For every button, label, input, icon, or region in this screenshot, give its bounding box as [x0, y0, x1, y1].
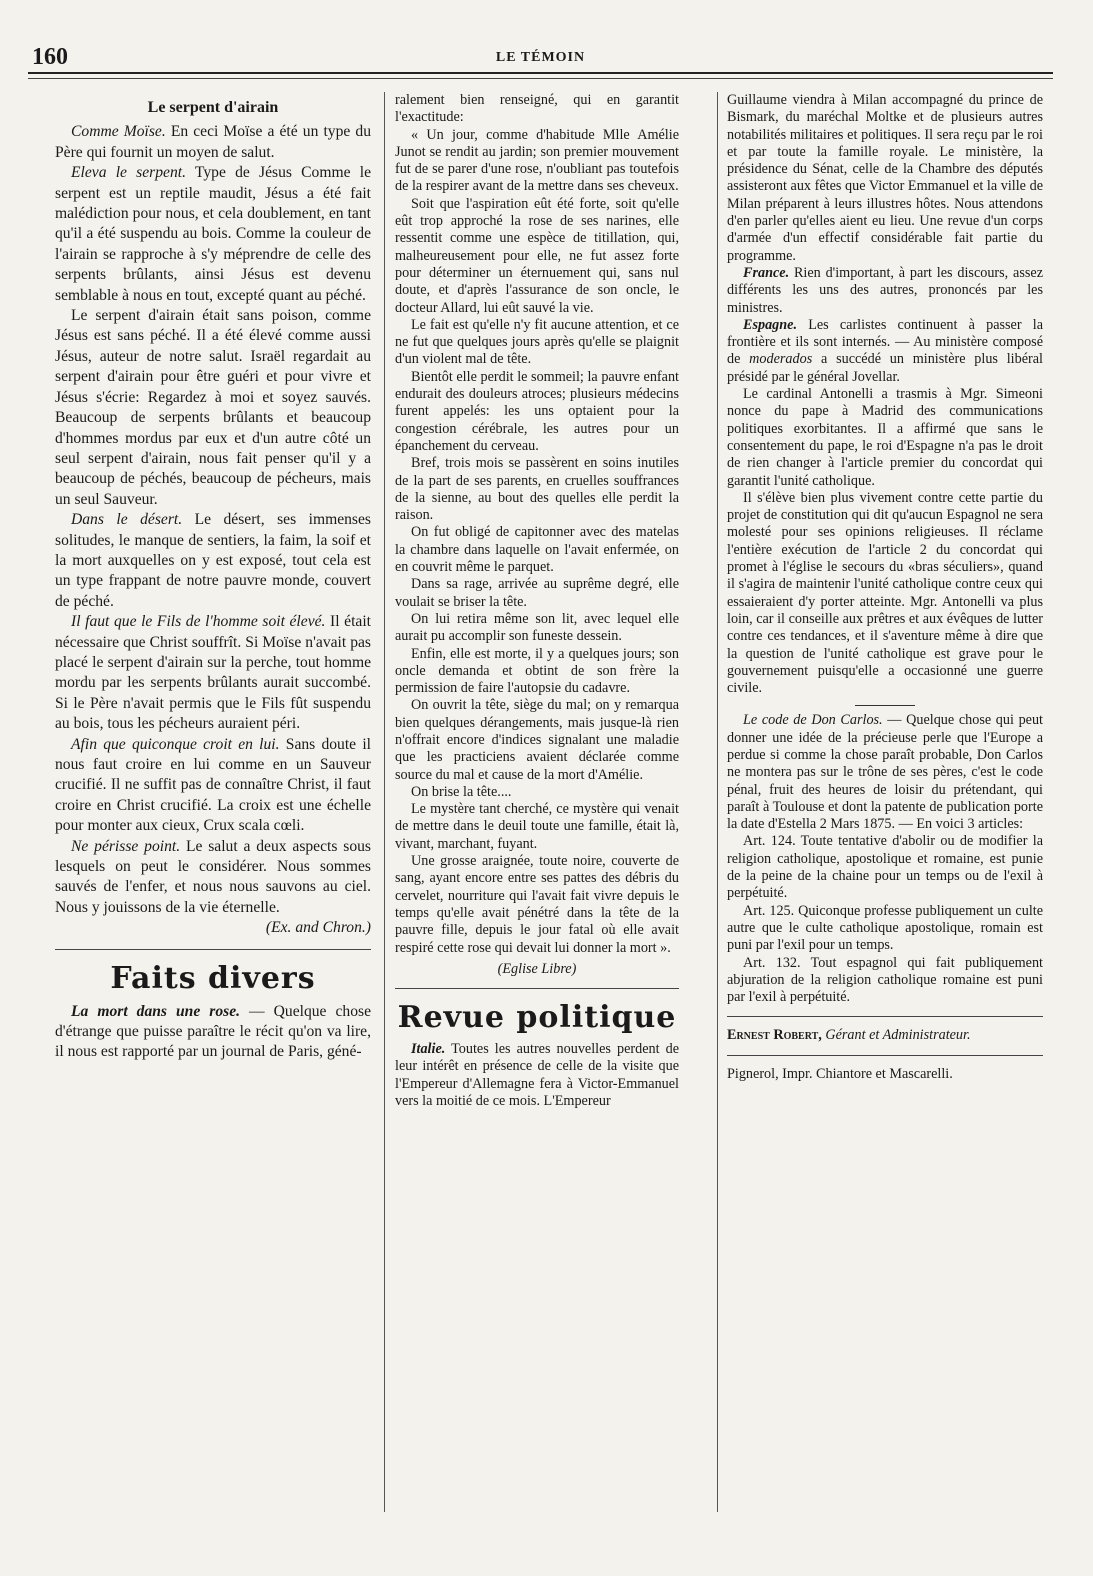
short-rule — [855, 705, 915, 706]
story-paragraph: Une grosse araignée, toute noire, couverte de sang, ayant encore entre ses pattes des débris du cervelet, nourriture qui l'avait fait vivre depuis le temps qu'elle avait pénétré dans la tête de la pauvre fille, depuis le jour fatal où elle avait respiré cette rose qui devait lui donner la mort ». — [395, 853, 679, 956]
espagne-italic: moderados — [749, 351, 813, 368]
article-125: Art. 125. Quiconque professe publiquement un culte autre que le culte catholique apostolique, romain est puni par l'exil pour un temps. — [727, 902, 1043, 954]
gerant-name: Ernest Robert, — [727, 1027, 822, 1044]
paragraph-text: Le désert, ses immenses solitudes, le manque de sentiers, la faim, la soif et la mort auxquelles on y est exposé, tout cela est un type frappant de notre pauvre monde, couvert de péché. — [55, 511, 371, 610]
section-rule — [395, 988, 679, 989]
story-paragraph: On fut obligé de capitonner avec des matelas la chambre dans laquelle on l'avait enfermée, on en couvrit même le parquet. — [395, 524, 679, 576]
footer-rule — [727, 1016, 1043, 1017]
espagne-text: Les carlistes continuent à passer la frontière et ils sont internés. — Au ministère composé de — [727, 316, 1043, 368]
espagne-lead: Espagne. — [743, 316, 797, 333]
story-paragraph: Enfin, elle est morte, il y a quelques jours; son oncle demanda et obtint de son frère la permission de faire l'autopsie du cadavre. — [395, 645, 679, 697]
story-paragraph: On brise la tête.... — [411, 783, 512, 800]
story-paragraph: ralement bien renseigné, qui en garantit l'exactitude: — [395, 92, 679, 126]
article-paragraph — [55, 163, 371, 306]
section-rule — [55, 949, 371, 950]
story-paragraph: Bientôt elle perdit le sommeil; la pauvre enfant endurait des douleurs atroces; plusieurs médecins furent appelés: les uns optaient pour la congestion cérébrale, les autres pour un épanchement du cerveau. — [395, 368, 679, 454]
story-source: (Eglise Libre) — [497, 960, 577, 977]
gerant-role: Gérant et Administrateur. — [821, 1027, 971, 1044]
code-lead: Le code de Don Carlos. — [743, 712, 883, 729]
faits-paragraph — [55, 1002, 371, 1063]
column-2 — [395, 92, 679, 1512]
story-paragraph: Bref, trois mois se passèrent en soins inutiles de la part de ses parents, en cruelles souffrances de la sienne, au bout des quelles elle perdit la raison. — [395, 455, 679, 524]
espagne-text-end: a succédé un ministère plus libéral présidé par le général Jovellar. — [727, 351, 1043, 385]
faits-lead: La mort dans une rose. — [71, 1002, 241, 1020]
paragraph-text: Le salut a deux aspects sous lesquels on peut le considérer. Nous sommes sauvés de l'enfer, et nous nous sauvons au ciel. Nous y jouissons de la vie éternelle. — [55, 837, 371, 916]
page-header — [28, 42, 1053, 74]
article-paragraph — [55, 510, 371, 612]
article-paragraph — [55, 612, 371, 734]
italie-text: Toutes les autres nouvelles perdent de leur intérêt en présence de celle de la visite que l'Empereur d'Allemagne fera à Victor-Emmanuel vers la moitié de ce mois. L'Empereur — [395, 1041, 679, 1110]
italie-lead: Italie. — [411, 1041, 446, 1058]
section-heading-faits-divers: Faits divers — [110, 960, 316, 996]
article-body — [55, 122, 371, 918]
story-paragraph: Le mystère tant cherché, ce mystère qui venait de mettre dans le deuil toute une famille, était là, vivant, marchant, fuyant. — [395, 801, 679, 852]
faits-text: — Quelque chose d'étrange que puisse paraître le récit qu'on va lire, il nous est rapporté par un journal de Paris, géné- — [55, 1002, 371, 1061]
paragraph-text: Il était nécessaire que Christ souffrît. Si Moïse n'avait pas placé le serpent d'airain sur la perche, tout homme mordu par les serpents brûlants aurait succombé. Si le Père n'avait permis que le Fils fût suspendu au bois, tous les pécheurs auraient péri. — [55, 613, 371, 733]
constitution-paragraph: Il s'élève bien plus vivement contre cette partie du projet de constitution qui dit qu'aucun Espagnol ne sera molesté pour ses opinions religieuses. Il réclame l'entière exécution de l'article 2 du concordat qui promet à l'église le secours du «bras séculiers», quand il s'agira de maintenir l'unité catholique contre ceux qui essaieraient d'y porter atteinte. Mgr. Antonelli va plus loin, car il conseille aux prêtres et aux évêques de lutter contre ces tendances, et il s'aventure même à dire que la question de l'unité catholique est grave pour le gouvernement puisqu'elle a occasionné une guerre civile. — [727, 489, 1043, 697]
header-rule — [28, 78, 1053, 79]
italie-paragraph — [395, 1041, 679, 1110]
paragraph-text: Le serpent d'airain était sans poison, comme Jésus est sans péché. Il a été élevé comme aussi Jésus, auteur de notre salut. Israël regardait au serpent d'airain pour être guéri et pour vivre et Jésus s'écrie: Regardez à moi et soyez sauvés. Beaucoup de serpents brûlants et beaucoup d'hommes mordus par eux et d'un autre côté un seul serpent d'airain, nous fait penser qu'il y a beaucoup de péchés, beaucoup de pécheurs, mais un seul Sauveur. — [55, 307, 371, 508]
column-divider — [384, 92, 385, 1512]
paragraph-lead: Eleva le serpent. — [71, 164, 186, 182]
article-paragraph — [55, 306, 371, 510]
paragraph-lead: Ne périsse point. — [71, 837, 181, 855]
story-paragraph: Soit que l'aspiration eût été forte, soit qu'elle eût trop approché la rose de ses narines, elle ressentit comme une espèce de titillation, qui, malheureusement pour elle, ne fut assez forte pour déterminer un éternuement qui, sans nul doute, et d'après l'assurance de son oncle, le docteur Allard, lui eût sauvé la vie. — [395, 195, 679, 316]
code-text: — Quelque chose qui peut donner une idée de la précieuse perle que l'Europe a perdue si comme la chose paraît probable, Don Carlos ne montera pas sur le trône de ses pères, c'est le code pénal, fruit des heures de loisir du prétendant, qui paraît à Toulouse et dont la patente de publication porte la date d'Estella 2 Mars 1875. — En voici 3 articles: — [727, 712, 1043, 833]
section-heading-revue-politique: Revue politique — [397, 1000, 677, 1036]
footer-rule — [727, 1055, 1043, 1056]
column-divider — [717, 92, 718, 1512]
italie-continued: Guillaume viendra à Milan accompagné du prince de Bismark, du maréchal Moltke et de plusieurs autres notabilités militaires et politiques. Il sera reçu par le roi et par toute la famille royale. Le ministère, la présidence du Sénat, celle de la Chambre des députés assisteront aux fêtes que Victor Emmanuel et la ville de Milan préparent à leurs illustres hôtes. Nous attendons d'en parler qu'elles aient eu lieu. Une revue d'un corps d'armée d'un effectif considérable fait partie du programme. — [727, 92, 1043, 264]
article-132: Art. 132. Tout espagnol qui fait publiquement abjuration de la religion catholique romaine est puni par l'exil à perpétuité. — [727, 954, 1043, 1006]
paragraph-text: Sans doute il nous faut croire en lui comme en un Sauveur crucifié. Il ne suffit pas de connaître Christ, il faut croire en Christ crucifié. La croix est une échelle pour monter aux cieux, Crux scala cœli. — [55, 735, 371, 835]
imprint-line: Pignerol, Impr. Chiantore et Mascarelli. — [727, 1065, 953, 1082]
column-3 — [727, 92, 1043, 1512]
article-source: (Ex. and Chron.) — [265, 919, 371, 937]
page-number: 160 — [32, 44, 68, 70]
france-paragraph — [727, 265, 1043, 317]
article-paragraph — [55, 837, 371, 919]
paragraph-lead: Afin que quiconque croit en lui. — [71, 735, 280, 753]
espagne-paragraph — [727, 317, 1043, 386]
code-paragraph — [727, 712, 1043, 833]
story-paragraph: Le fait est qu'elle n'y fit aucune attention, et ce ne fut que quelques jours après qu'elle se plaignit d'un violent mal de tête. — [395, 316, 679, 368]
story-body — [395, 92, 679, 957]
story-paragraph: On lui retira même son lit, avec lequel elle aurait pu accomplir son funeste dessein. — [395, 610, 679, 645]
column-1 — [55, 92, 371, 1512]
article-heading: Le serpent d'airain — [147, 99, 279, 116]
paragraph-lead: Dans le désert. — [71, 511, 183, 529]
gerant-line — [727, 1027, 1043, 1044]
paragraph-text: En ceci Moïse a été un type du Père qui fournit un moyen de salut. — [55, 123, 371, 161]
running-title: LE TÉMOIN — [495, 50, 586, 65]
france-text: Rien d'important, à part les discours, assez différents les uns des autres, prononcés par les ministres. — [727, 264, 1043, 316]
france-lead: France. — [743, 264, 790, 281]
article-paragraph — [55, 122, 371, 163]
article-paragraph — [55, 735, 371, 837]
story-paragraph: On ouvrit la tête, siège du mal; on y remarqua bien quelques dérangements, mais jusque-là rien n'offrait encore d'indices signalant une maladie que les practiciens avaient déclarée comme source du mal et cause de la mort d'Amélie. — [395, 697, 679, 783]
antonelli-paragraph: Le cardinal Antonelli a trasmis à Mgr. Simeoni nonce du pape à Madrid des communications politiques exorbitantes. Il a affirmé que sans le consentement du pape, le roi d'Espagne n'a pas le droit de rien changer à l'article premier du concordat qui garantit l'unité catholique. — [727, 386, 1043, 489]
paragraph-lead: Il faut que le Fils de l'homme soit élevé. — [71, 613, 326, 631]
story-paragraph: Dans sa rage, arrivée au suprême degré, elle voulait se briser la tête. — [395, 576, 679, 610]
paragraph-lead: Comme Moïse. — [71, 123, 166, 141]
story-paragraph: « Un jour, comme d'habitude Mlle Amélie Junot se rendit au jardin; son premier mouvement fut de se parer d'une rose, n'oubliant pas toutefois de la respirer avant de la mettre dans ses cheveux. — [395, 126, 679, 195]
paragraph-text: Type de Jésus Comme le serpent est un reptile maudit, Jésus a été fait malédiction pour nous, et cela doublement, en tant qu'il a été suspendu au bois. Comme la couleur de l'airain se rapproche à s'y méprendre de celle des serpents brûlants, ainsi Jésus est devenu semblable à nous en tout, excepté quant au péché. — [55, 164, 371, 304]
article-124: Art. 124. Toute tentative d'abolir ou de modifier la religion catholique, apostolique et romaine, est punie de la peine de la chaine pour un temps ou de l'exil à perpétuité. — [727, 833, 1043, 902]
